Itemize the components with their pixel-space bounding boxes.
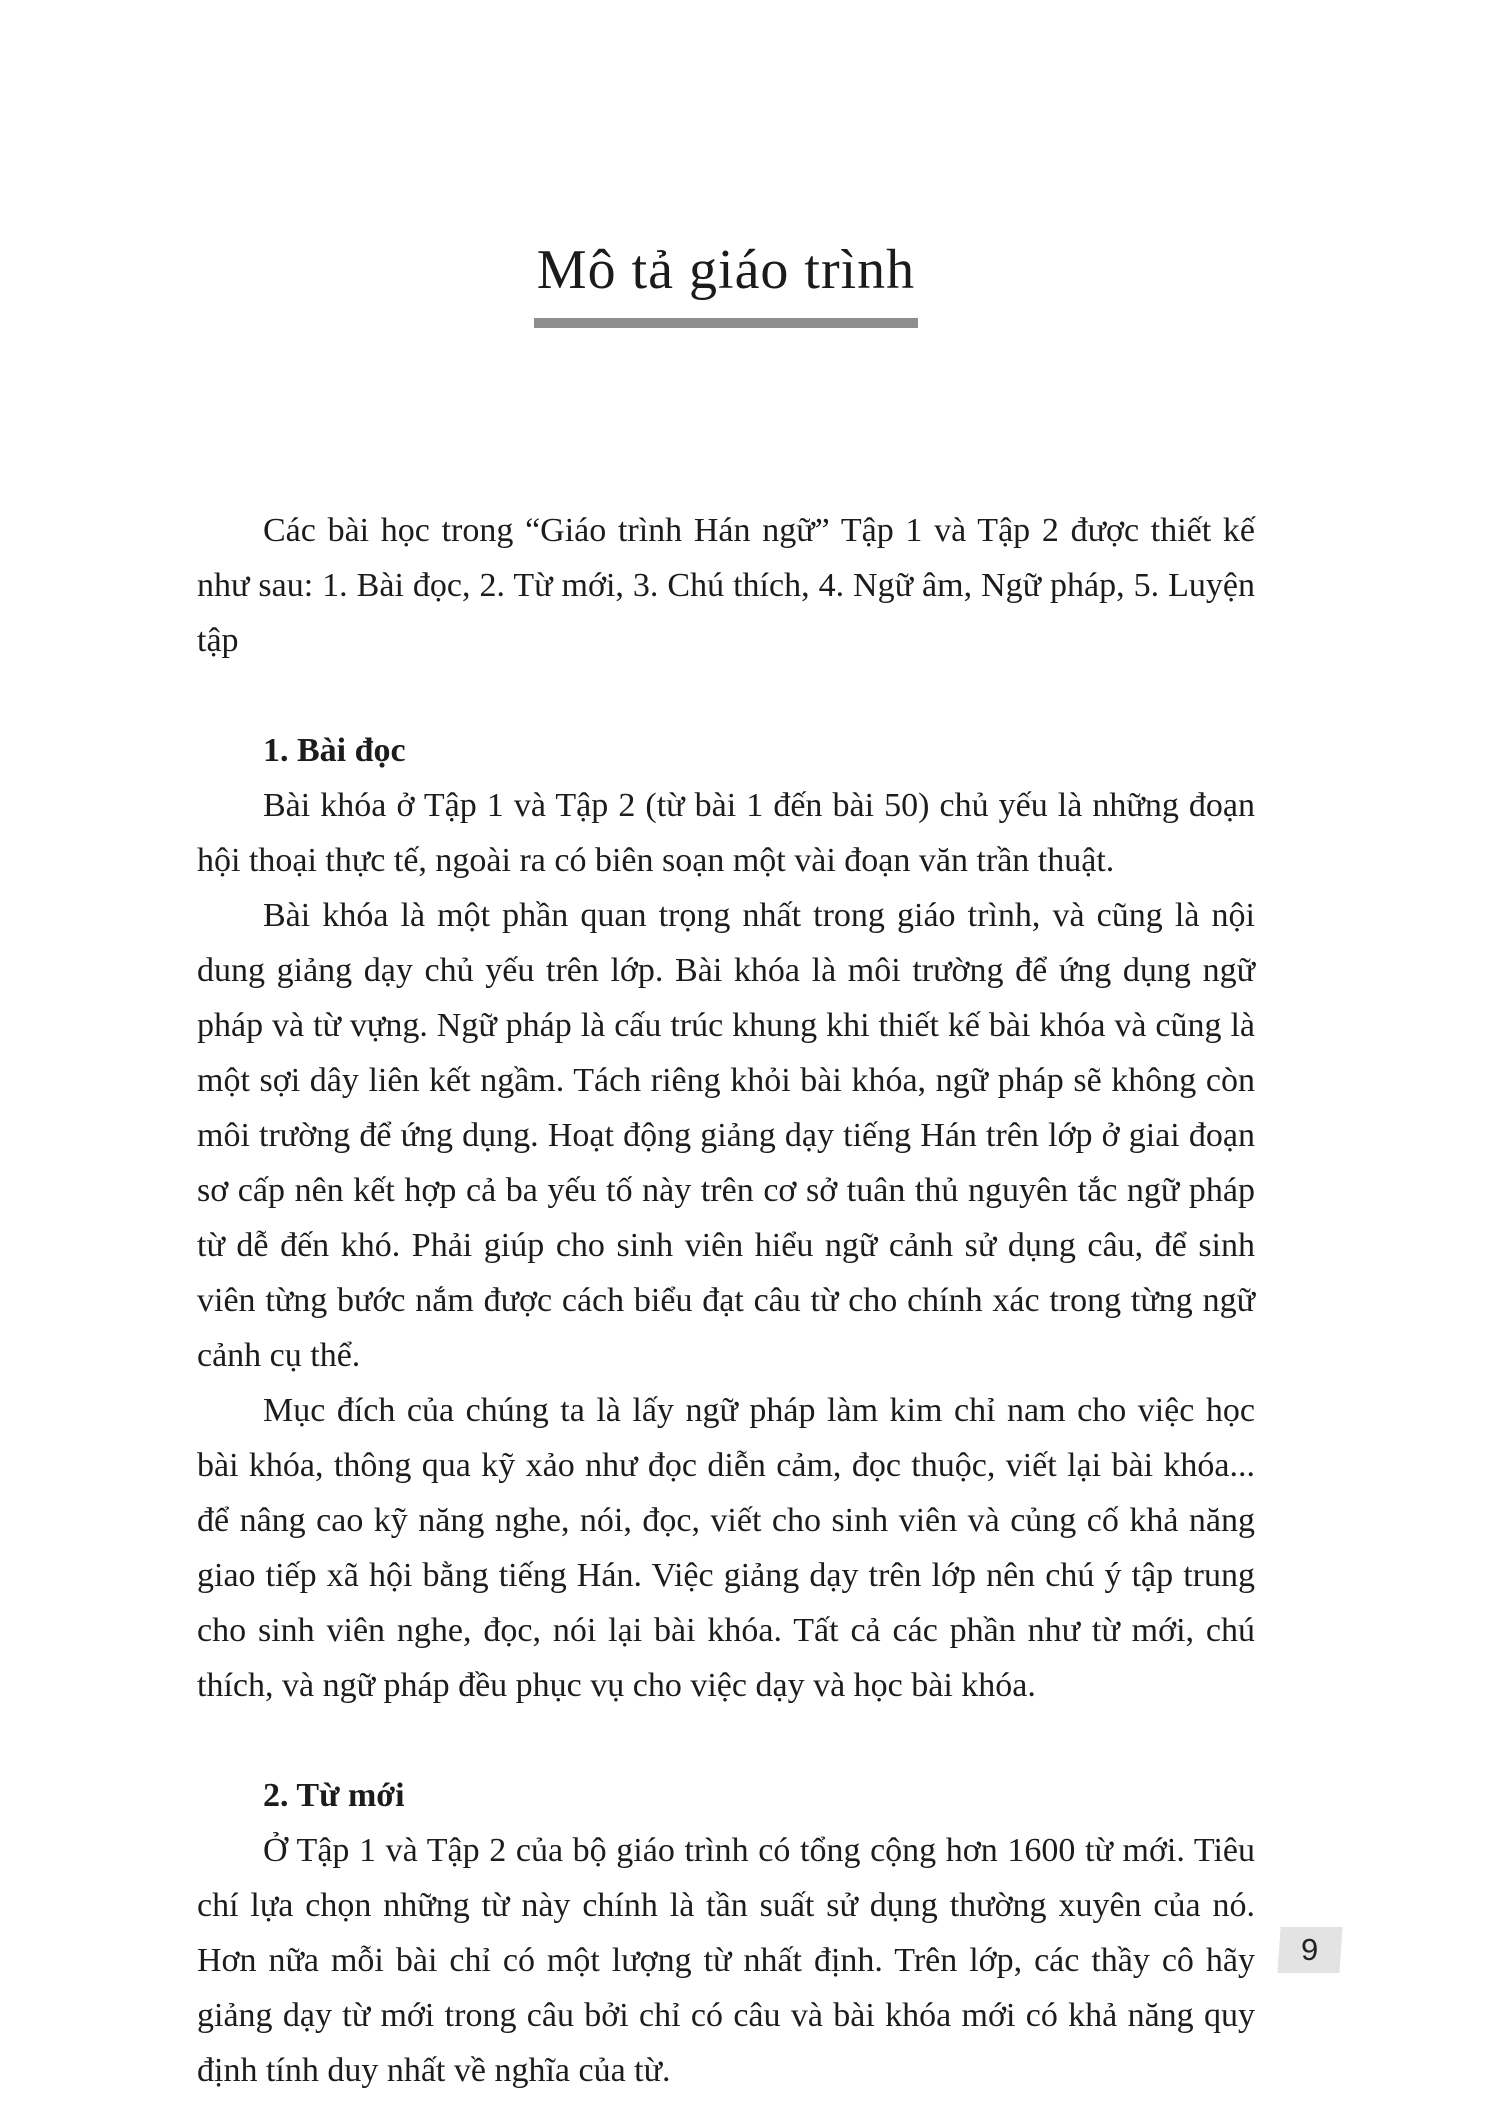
page-content (197, 503, 1255, 2098)
title-underline-rule (534, 318, 918, 328)
section-1-paragraph: Mục đích của chúng ta là lấy ngữ pháp làm kim chỉ nam cho việc học bài khóa, thông qua kỹ xảo như đọc diễn cảm, đọc thuộc, viết lại bài khóa... để nâng cao kỹ năng nghe, nói, đọc, viết cho sinh viên và củng cố khả năng giao tiếp xã hội bằng tiếng Hán. Việc giảng dạy trên lớp nên chú ý tập trung cho sinh viên nghe, đọc, nói lại bài khóa. Tất cả các phần như từ mới, chú thích, và ngữ pháp đều phục vụ cho việc dạy và học bài khóa. (197, 1392, 1255, 1704)
intro-paragraph: Các bài học trong “Giáo trình Hán ngữ” Tập 1 và Tập 2 được thiết kế như sau: 1. Bài đọc, 2. Từ mới, 3. Chú thích, 4. Ngữ âm, Ngữ pháp, 5. Luyện tập (197, 512, 1255, 659)
section-2-paragraph: Ở Tập 1 và Tập 2 của bộ giáo trình có tổng cộng hơn 1600 từ mới. Tiêu chí lựa chọn những từ này chính là tần suất sử dụng thường xuyên của nó. Hơn nữa mỗi bài chỉ có một lượng từ nhất định. Trên lớp, các thầy cô hãy giảng dạy từ mới trong câu bởi chỉ có câu và bài khóa mới có khả năng quy định tính duy nhất về nghĩa của từ. (197, 1832, 1255, 2089)
page-number-badge (1277, 1927, 1342, 1973)
section-1-heading: 1. Bài đọc (263, 732, 406, 769)
section-1-paragraph: Bài khóa ở Tập 1 và Tập 2 (từ bài 1 đến bài 50) chủ yếu là những đoạn hội thoại thực tế, ngoài ra có biên soạn một vài đoạn văn trần thuật. (197, 787, 1255, 879)
section-1-paragraph: Bài khóa là một phần quan trọng nhất trong giáo trình, và cũng là nội dung giảng dạy chủ yếu trên lớp. Bài khóa là môi trường để ứng dụng ngữ pháp và từ vựng. Ngữ pháp là cấu trúc khung khi thiết kế bài khóa và cũng là một sợi dây liên kết ngầm. Tách riêng khỏi bài khóa, ngữ pháp sẽ không còn môi trường để ứng dụng. Hoạt động giảng dạy tiếng Hán trên lớp ở giai đoạn sơ cấp nên kết hợp cả ba yếu tố này trên cơ sở tuân thủ nguyên tắc ngữ pháp từ dễ đến khó. Phải giúp cho sinh viên hiểu ngữ cảnh sử dụng câu, để sinh viên từng bước nắm được cách biểu đạt câu từ cho chính xác trong từng ngữ cảnh cụ thể. (197, 897, 1255, 1374)
page-header (197, 238, 1255, 328)
section-2-heading: 2. Từ mới (263, 1777, 405, 1814)
page-title: Mô tả giáo trình (536, 239, 916, 301)
page-number: 9 (1301, 1932, 1319, 1967)
